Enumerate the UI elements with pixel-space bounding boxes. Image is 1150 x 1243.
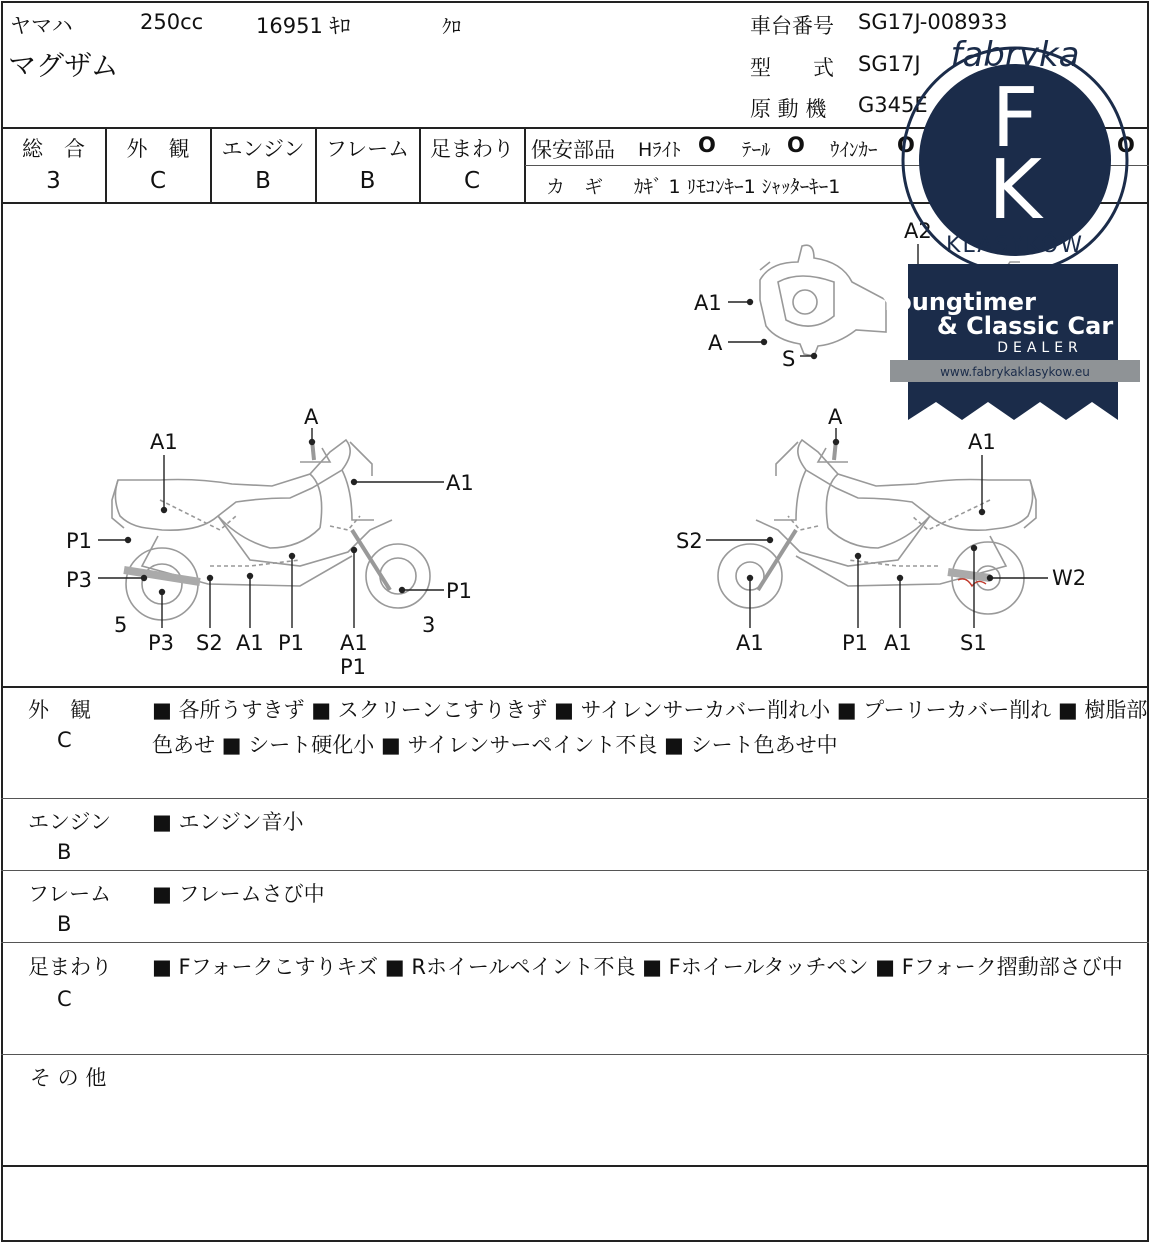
remarks-other-label: そ の 他 — [30, 1066, 107, 1090]
remarks-frame-grade: B — [57, 912, 72, 936]
mark-right-a1-bottom: A1 — [736, 631, 764, 655]
watermark-ribbon-line2: & Classic Car — [936, 312, 1114, 340]
mark-left-a1-bottom2: A1 — [340, 631, 368, 655]
safety-label: 保安部品 — [531, 138, 615, 162]
remarks-suspension-text: ■ Fフォークこすりキズ ■ Rホイールペイント不良 ■ Fホイールタッチペン ■ Fフォーク摺動部さび中 — [152, 955, 1123, 979]
safety-headlight: Hﾗｲﾄ — [638, 139, 681, 161]
mileage-unit-note: ｸﾛ — [442, 16, 462, 38]
mark-left-p1-bottom2: P1 — [340, 655, 367, 679]
safety-winker: ｳｲﾝｶｰ — [830, 139, 878, 161]
safety-tail-mark: O — [787, 133, 805, 157]
mark-right-w2: W2 — [1052, 566, 1087, 590]
mark-left-a1-right: A1 — [446, 471, 474, 495]
mark-left-p3-bottom: P3 — [148, 631, 175, 655]
remarks-suspension-label: 足まわり — [28, 955, 112, 979]
mark-front-a1: A1 — [694, 291, 722, 315]
engine-grade: B — [255, 168, 271, 194]
watermark-letter-k: K — [988, 143, 1042, 238]
keys-label: カ ギ — [546, 176, 604, 198]
mark-left-a-top: A — [304, 405, 319, 429]
exterior-label: 外 観 — [126, 137, 190, 161]
safety-last-mark: O — [1117, 133, 1135, 157]
engine-label: エンジン — [221, 137, 305, 161]
safety-winker-mark: O — [897, 133, 915, 157]
overall-label: 総 合 — [22, 137, 85, 161]
frame-no: SG17J-008933 — [858, 10, 1008, 34]
mark-left-a1-top: A1 — [150, 430, 178, 454]
displacement: 250cc — [140, 10, 204, 34]
type-label: 型 式 — [750, 56, 834, 80]
remarks-top-line — [1, 686, 1149, 688]
front-view-body — [760, 245, 886, 356]
remarks-exterior-text2: 色あせ ■ シート硬化小 ■ サイレンサーペイント不良 ■ シート色あせ中 — [152, 733, 838, 757]
exterior-grade: C — [149, 168, 167, 194]
suspension-label: 足まわり — [430, 137, 514, 161]
mark-left-a1-bottom: A1 — [236, 631, 264, 655]
dealer-watermark-logo — [880, 20, 1150, 430]
watermark-ribbon-url: www.fabrykaklasykow.eu — [940, 365, 1090, 379]
suspension-grade: C — [463, 168, 481, 194]
remarks-exterior-text: ■ 各所うすきず ■ スクリーンこすりきず ■ サイレンサーカバー削れ小 ■ プーリーカバー削れ ■ 樹脂部 — [152, 698, 1148, 722]
remarks-exterior-label: 外 観 — [28, 698, 91, 722]
mark-right-s2-left: S2 — [676, 529, 703, 553]
frame-label: フレーム — [325, 137, 410, 161]
remarks-divider — [1, 798, 1149, 799]
mark-left-p3-left: P3 — [66, 568, 93, 592]
remarks-frame-label: フレーム — [28, 882, 112, 906]
watermark-ribbon-line1: Youngtimer — [880, 288, 1036, 316]
mark-left-num5: 5 — [114, 613, 128, 637]
mark-left-p1-right: P1 — [446, 579, 473, 603]
mark-left-num3: 3 — [422, 613, 436, 637]
safety-headlight-mark: O — [698, 133, 716, 157]
mileage: 16951 ｷﾛ — [256, 14, 351, 38]
watermark-letter-f: F — [991, 71, 1039, 166]
mark-right-a-top: A — [828, 405, 843, 429]
remarks-exterior-grade: C — [57, 728, 72, 752]
mark-left-p1-left: P1 — [66, 529, 93, 553]
mark-right-a1-bottom2: A1 — [884, 631, 912, 655]
remarks-frame-text: ■ フレームさび中 — [152, 882, 325, 906]
keys-value: ｶｷﾞ 1 ﾘﾓｺﾝｷｰ1 ｼｬｯﾀｰｷｰ1 — [634, 176, 841, 198]
mark-right-s1-bottom: S1 — [960, 631, 987, 655]
remarks-divider — [1, 870, 1149, 871]
engine-model-label: 原 動 機 — [750, 97, 827, 121]
safety-tail: ﾃｰﾙ — [742, 139, 771, 161]
engine-model-value: G345E — [858, 93, 928, 117]
mark-front-s: S — [782, 347, 796, 371]
remarks-suspension-grade: C — [57, 987, 72, 1011]
mark-right-p1-bottom: P1 — [842, 631, 869, 655]
watermark-brand-bottom: KLASYKÓW — [946, 233, 1084, 258]
watermark-brand-top: fabryka — [950, 35, 1080, 75]
type-value: SG17J — [858, 52, 921, 76]
mark-front-a: A — [708, 331, 723, 355]
remarks-engine-grade: B — [57, 840, 72, 864]
mark-front-a2: A2 — [904, 219, 932, 243]
watermark-ribbon-line3: DEALER — [997, 340, 1083, 356]
frame-grade: B — [359, 168, 376, 194]
mark-left-p1-bottom: P1 — [278, 631, 305, 655]
frame-no-label: 車台番号 — [750, 14, 834, 38]
remarks-divider — [1, 942, 1149, 943]
overall-grade: 3 — [46, 168, 61, 194]
remarks-bottom-line — [1, 1165, 1149, 1167]
remarks-divider — [1, 1054, 1149, 1055]
remarks-engine-label: エンジン — [28, 810, 111, 834]
mark-right-a1-top: A1 — [968, 430, 996, 454]
maker: ヤマハ — [10, 14, 73, 38]
mark-left-s2-bottom: S2 — [196, 631, 223, 655]
model-name: マグザム — [8, 49, 119, 82]
remarks-engine-text: ■ エンジン音小 — [152, 810, 304, 834]
